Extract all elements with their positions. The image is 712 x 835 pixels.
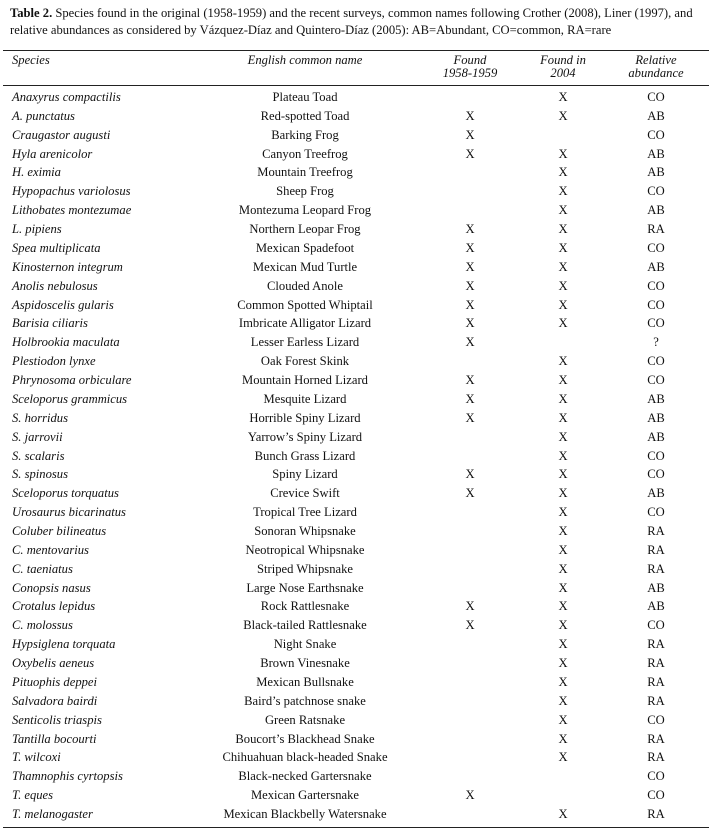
cell-species: Plestiodon lynxe <box>12 354 96 369</box>
cell-species: Anolis nebulosus <box>12 278 98 293</box>
cell-found-2004: X <box>558 448 568 463</box>
header-rule <box>3 85 709 86</box>
table-row <box>0 296 712 315</box>
cell-found-2004: X <box>558 637 568 652</box>
cell-species: Anaxyrus compactilis <box>12 90 121 104</box>
cell-abundance: CO <box>647 448 665 463</box>
cell-species: Barisia ciliaris <box>12 316 88 331</box>
table-row <box>0 371 712 390</box>
table-row <box>0 711 712 730</box>
cell-common-name: Striped Whipsnake <box>257 561 353 576</box>
cell-abundance: RA <box>647 674 665 689</box>
cell-common-name: Common Spotted Whiptail <box>237 297 373 312</box>
table-row <box>0 597 712 616</box>
cell-abundance: RA <box>647 222 665 237</box>
top-rule <box>3 50 709 51</box>
cell-found-2004: X <box>558 656 568 671</box>
cell-abundance: AB <box>647 410 665 425</box>
cell-abundance: CO <box>647 127 665 142</box>
cell-common-name: Lesser Earless Lizard <box>250 335 360 350</box>
cell-common-name: Night Snake <box>273 637 337 652</box>
cell-species: T. wilcoxi <box>12 750 61 765</box>
cell-found-1958: X <box>465 316 475 331</box>
cell-abundance: AB <box>647 580 665 595</box>
cell-species: Urosaurus bicarinatus <box>12 505 126 520</box>
header-abundance <box>616 54 696 80</box>
cell-abundance: RA <box>647 731 665 746</box>
cell-found-2004: X <box>558 807 568 822</box>
header-abundance-line2: abundance <box>628 66 684 80</box>
cell-species: H. eximia <box>12 165 61 180</box>
cell-found-1958: X <box>465 259 475 274</box>
cell-found-1958: X <box>465 146 475 161</box>
cell-abundance: RA <box>647 637 665 652</box>
cell-abundance: RA <box>647 561 665 576</box>
table-row <box>0 333 712 352</box>
cell-found-2004: X <box>558 467 568 482</box>
table-row <box>0 88 712 107</box>
cell-abundance: AB <box>647 486 665 501</box>
cell-common-name: Mountain Horned Lizard <box>242 373 368 388</box>
cell-found-2004: X <box>558 90 568 104</box>
table-row <box>0 579 712 598</box>
table-row <box>0 409 712 428</box>
cell-common-name: Black-necked Gartersnake <box>238 769 372 784</box>
table-row <box>0 616 712 635</box>
cell-found-1958: X <box>465 788 475 803</box>
table-row <box>0 277 712 296</box>
cell-abundance: RA <box>647 524 665 538</box>
cell-species: Kinosternon integrum <box>12 259 123 274</box>
cell-abundance: ? <box>653 335 659 350</box>
table-row <box>0 314 712 333</box>
table-row <box>0 767 712 786</box>
cell-abundance: AB <box>647 165 665 180</box>
cell-found-2004: X <box>558 184 568 199</box>
cell-species: L. pipiens <box>12 222 62 237</box>
table-caption <box>10 5 710 39</box>
cell-species: T. eques <box>12 788 54 803</box>
cell-species: C. molossus <box>12 618 73 633</box>
cell-found-2004: X <box>558 580 568 595</box>
table-row <box>0 673 712 692</box>
cell-abundance: CO <box>647 505 665 520</box>
cell-common-name: Barking Frog <box>271 127 339 142</box>
cell-found-1958: X <box>465 278 475 293</box>
cell-common-name: Horrible Spiny Lizard <box>249 410 361 425</box>
cell-abundance: CO <box>647 769 665 784</box>
cell-abundance: CO <box>647 712 665 727</box>
table-row <box>0 748 712 767</box>
cell-common-name: Red-spotted Toad <box>260 108 350 123</box>
cell-found-1958: X <box>465 222 475 237</box>
cell-common-name: Imbricate Alligator Lizard <box>238 316 372 331</box>
cell-common-name: Mesquite Lizard <box>263 391 347 406</box>
cell-common-name: Sonoran Whipsnake <box>254 524 356 538</box>
table-row <box>0 730 712 749</box>
table-row <box>0 163 712 182</box>
table-row <box>0 541 712 560</box>
cell-species: S. horridus <box>12 410 68 425</box>
cell-found-2004: X <box>558 203 568 218</box>
cell-species: Hyla arenicolor <box>12 146 93 161</box>
cell-found-1958: X <box>465 127 475 142</box>
header-found-1958 <box>430 54 510 80</box>
cell-abundance: CO <box>647 788 665 803</box>
cell-found-2004: X <box>558 712 568 727</box>
cell-found-1958: X <box>465 297 475 312</box>
table-label: Table 2. <box>10 6 53 20</box>
cell-common-name: Canyon Treefrog <box>262 146 348 161</box>
cell-species: Spea multiplicata <box>12 240 101 255</box>
cell-common-name: Mexican Blackbelly Watersnake <box>223 807 387 822</box>
cell-abundance: AB <box>647 108 665 123</box>
cell-common-name: Plateau Toad <box>272 90 338 104</box>
caption-text: Species found in the original (1958-1959) and the recent surveys, common names following Crother (2008), Liner (1997), and relative abundances as considered by Vázquez-Díaz and Quintero-Díaz (2005): AB=Abundant, CO=common, RA=rare <box>10 6 693 37</box>
cell-found-2004: X <box>558 505 568 520</box>
cell-abundance: CO <box>647 373 665 388</box>
cell-found-1958: X <box>465 373 475 388</box>
cell-species: Tantilla bocourti <box>12 731 97 746</box>
cell-abundance: AB <box>647 599 665 614</box>
cell-found-2004: X <box>558 693 568 708</box>
cell-common-name: Rock Rattlesnake <box>260 599 350 614</box>
cell-species: C. mentovarius <box>12 542 89 557</box>
header-common-name: English common name <box>247 53 363 67</box>
cell-abundance: AB <box>647 203 665 218</box>
bottom-rule <box>3 827 709 828</box>
cell-species: Lithobates montezumae <box>12 203 132 218</box>
cell-species: Hypopachus variolosus <box>12 184 131 199</box>
cell-common-name: Crevice Swift <box>270 486 340 501</box>
cell-found-2004: X <box>558 391 568 406</box>
cell-common-name: Boucort’s Blackhead Snake <box>235 731 375 746</box>
header-found-1958-line1: Found <box>453 53 487 67</box>
cell-abundance: RA <box>647 750 665 765</box>
cell-abundance: CO <box>647 618 665 633</box>
cell-abundance: CO <box>647 297 665 312</box>
cell-common-name: Tropical Tree Lizard <box>253 505 357 520</box>
cell-abundance: CO <box>647 278 665 293</box>
cell-abundance: CO <box>647 354 665 369</box>
cell-common-name: Yarrow’s Spiny Lizard <box>247 429 363 444</box>
table-row <box>0 484 712 503</box>
cell-found-2004: X <box>558 599 568 614</box>
cell-found-1958: X <box>465 335 475 350</box>
cell-found-2004: X <box>558 240 568 255</box>
cell-common-name: Northern Leopar Frog <box>249 222 361 237</box>
cell-found-2004: X <box>558 373 568 388</box>
cell-species: Aspidoscelis gularis <box>12 297 114 312</box>
cell-common-name: Oak Forest Skink <box>260 354 350 369</box>
cell-species: Coluber bilineatus <box>12 524 107 538</box>
cell-abundance: CO <box>647 316 665 331</box>
cell-species: Crotalus lepidus <box>12 599 96 614</box>
table-row <box>0 201 712 220</box>
cell-found-1958: X <box>465 599 475 614</box>
cell-common-name: Brown Vinesnake <box>260 656 350 671</box>
cell-abundance: AB <box>647 146 665 161</box>
cell-found-1958: X <box>465 391 475 406</box>
cell-common-name: Clouded Anole <box>267 278 343 293</box>
cell-abundance: CO <box>647 90 665 104</box>
header-found-2004-line2: 2004 <box>550 66 576 80</box>
cell-abundance: CO <box>647 184 665 199</box>
table-row <box>0 522 712 541</box>
cell-found-2004: X <box>558 674 568 689</box>
table-row <box>0 239 712 258</box>
cell-found-1958: X <box>465 108 475 123</box>
cell-abundance: AB <box>647 391 665 406</box>
cell-species: Sceloporus torquatus <box>12 486 119 501</box>
cell-abundance: RA <box>647 542 665 557</box>
cell-common-name: Black-tailed Rattlesnake <box>243 618 367 633</box>
cell-species: Oxybelis aeneus <box>12 656 95 671</box>
cell-common-name: Mountain Treefrog <box>257 165 353 180</box>
table-row <box>0 107 712 126</box>
table-row <box>0 145 712 164</box>
cell-common-name: Montezuma Leopard Frog <box>238 203 372 218</box>
cell-found-2004: X <box>558 297 568 312</box>
cell-found-2004: X <box>558 278 568 293</box>
cell-found-2004: X <box>558 524 568 538</box>
cell-found-2004: X <box>558 259 568 274</box>
header-species: Species <box>12 53 50 67</box>
table-row <box>0 692 712 711</box>
table-row <box>0 126 712 145</box>
cell-found-2004: X <box>558 429 568 444</box>
table-row <box>0 182 712 201</box>
cell-found-1958: X <box>465 467 475 482</box>
cell-found-1958: X <box>465 240 475 255</box>
cell-common-name: Bunch Grass Lizard <box>254 448 356 463</box>
cell-abundance: CO <box>647 467 665 482</box>
table-row <box>0 805 712 824</box>
table-row <box>0 503 712 522</box>
cell-common-name: Sheep Frog <box>276 184 334 199</box>
cell-species: Hypsiglena torquata <box>12 637 116 652</box>
cell-common-name: Mexican Gartersnake <box>250 788 360 803</box>
cell-found-2004: X <box>558 486 568 501</box>
table-row <box>0 654 712 673</box>
table-row <box>0 428 712 447</box>
header-abundance-line1: Relative <box>635 53 677 67</box>
cell-species: Salvadora bairdi <box>12 693 98 708</box>
cell-species: Holbrookia maculata <box>12 335 120 350</box>
cell-found-2004: X <box>558 542 568 557</box>
cell-found-1958: X <box>465 618 475 633</box>
cell-abundance: AB <box>647 429 665 444</box>
table-row <box>0 390 712 409</box>
table-row <box>0 258 712 277</box>
table-row <box>0 560 712 579</box>
cell-found-2004: X <box>558 316 568 331</box>
cell-species: A. punctatus <box>12 108 75 123</box>
cell-common-name: Chihuahuan black-headed Snake <box>222 750 388 765</box>
header-found-1958-line2: 1958-1959 <box>442 66 498 80</box>
cell-abundance: RA <box>647 693 665 708</box>
cell-found-2004: X <box>558 410 568 425</box>
cell-species: S. jarrovii <box>12 429 63 444</box>
cell-common-name: Mexican Mud Turtle <box>252 259 358 274</box>
cell-species: T. melanogaster <box>12 807 93 822</box>
cell-species: S. scalaris <box>12 448 65 463</box>
cell-species: Pituophis deppei <box>12 674 97 689</box>
cell-species: S. spinosus <box>12 467 68 482</box>
cell-species: Sceloporus grammicus <box>12 391 128 406</box>
table-row <box>0 220 712 239</box>
cell-common-name: Green Ratsnake <box>264 712 346 727</box>
cell-species: Senticolis triaspis <box>12 712 102 727</box>
cell-species: Phrynosoma orbiculare <box>12 373 132 388</box>
cell-species: Conopsis nasus <box>12 580 91 595</box>
cell-species: Thamnophis cyrtopsis <box>12 769 123 784</box>
cell-common-name: Mexican Bullsnake <box>256 674 354 689</box>
table-row <box>0 786 712 805</box>
cell-found-2004: X <box>558 731 568 746</box>
table-row <box>0 635 712 654</box>
table-row <box>0 352 712 371</box>
cell-abundance: RA <box>647 656 665 671</box>
cell-found-2004: X <box>558 561 568 576</box>
cell-found-2004: X <box>558 222 568 237</box>
header-found-2004-line1: Found in <box>540 53 586 67</box>
cell-found-1958: X <box>465 410 475 425</box>
cell-found-2004: X <box>558 354 568 369</box>
cell-common-name: Spiny Lizard <box>272 467 338 482</box>
cell-abundance: AB <box>647 259 665 274</box>
cell-species: C. taeniatus <box>12 561 73 576</box>
cell-common-name: Mexican Spadefoot <box>255 240 355 255</box>
cell-found-1958: X <box>465 486 475 501</box>
cell-found-2004: X <box>558 618 568 633</box>
cell-species: Craugastor augusti <box>12 127 111 142</box>
header-found-2004 <box>523 54 603 80</box>
cell-abundance: CO <box>647 240 665 255</box>
cell-common-name: Large Nose Earthsnake <box>246 580 364 595</box>
cell-found-2004: X <box>558 108 568 123</box>
cell-found-2004: X <box>558 165 568 180</box>
table-row <box>0 465 712 484</box>
table-row <box>0 447 712 466</box>
cell-abundance: RA <box>647 807 665 822</box>
cell-found-2004: X <box>558 146 568 161</box>
cell-common-name: Baird’s patchnose snake <box>244 693 366 708</box>
cell-common-name: Neotropical Whipsnake <box>245 542 365 557</box>
cell-found-2004: X <box>558 750 568 765</box>
